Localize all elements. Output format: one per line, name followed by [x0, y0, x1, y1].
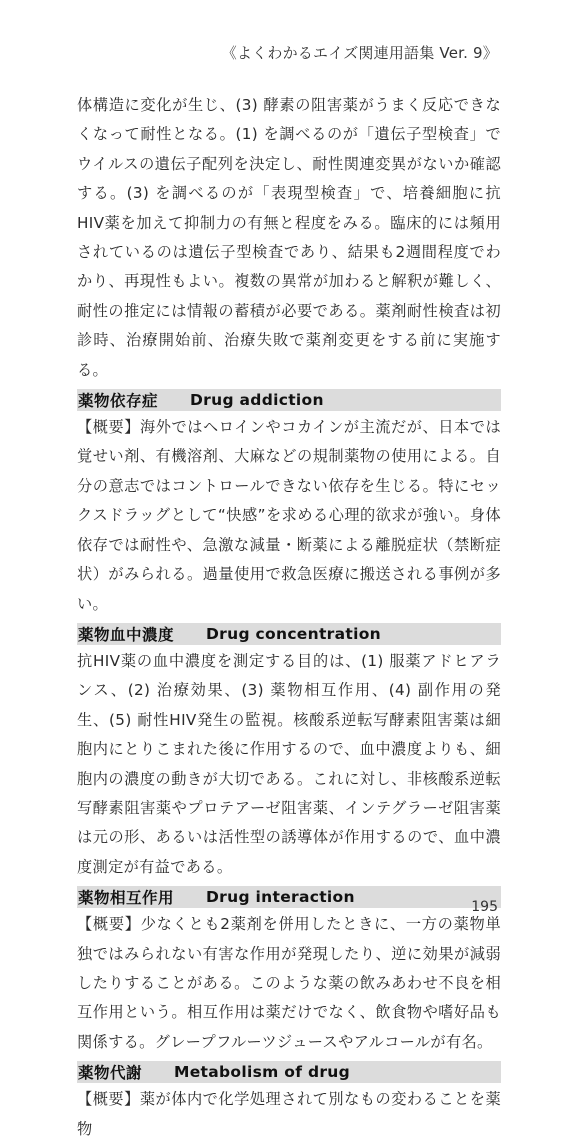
term-heading-drug-interaction — [77, 886, 501, 908]
term-heading-drug-concentration — [77, 623, 501, 645]
term-body-drug-concentration: 抗HIV薬の血中濃度を測定する目的は、(1) 服薬アドヒアランス、(2) 治療効果、(3) 薬物相互作用、(4) 副作用の発生、(5) 耐性HIV発生の監視。核酸系逆転写酵素阻害薬は細胞内にとりこまれた後に作用するので、血中濃度よりも、細胞内の濃度の動きが大切である。これに対し、非核酸系逆転写酵素阻害薬やプロテアーゼ阻害薬、インテグラーゼ阻害薬は元の形、あるいは活性型の誘導体が作用するので、血中濃度測定が有益である。 — [77, 651, 501, 876]
term-english: Drug concentration — [206, 624, 381, 643]
term-heading-drug-addiction — [77, 389, 501, 411]
term-body-drug-metabolism: 【概要】薬が体内で化学処理されて別なもの変わることを薬物 — [77, 1090, 501, 1138]
term-body-drug-addiction: 【概要】海外ではヘロインやコカインが主流だが、日本では覚せい剤、有機溶剤、大麻などの規制薬物の使用による。自分の意志ではコントロールできない依存を生じる。特にセックスドラッグとして“快感”を求める心理的欲求が強い。身体依存では耐性や、急激な減量・断薬による離脱症状（禁断症状）がみられる。過量使用で救急医療に搬送される事例が多い。 — [77, 418, 501, 613]
term-japanese: 薬物依存症 — [78, 392, 159, 411]
term-english: Metabolism of drug — [174, 1063, 351, 1082]
term-english: Drug interaction — [206, 888, 355, 907]
term-japanese: 薬物血中濃度 — [78, 625, 175, 644]
term-heading-drug-metabolism — [77, 1061, 501, 1083]
term-japanese: 薬物相互作用 — [78, 889, 175, 908]
page-content — [77, 91, 501, 1144]
running-header: 《よくわかるエイズ関連用語集 Ver. 9》 — [221, 44, 498, 62]
term-english: Drug addiction — [190, 391, 324, 410]
term-body-drug-interaction: 【概要】少なくとも2薬剤を併用したときに、一方の薬物単独ではみられない有害な作用が発現したり、逆に効果が減弱したりすることがある。このような薬の飲みあわせ不良を相互作用という。相互作用は薬だけでなく、飲食物や嗜好品も関係する。グレープフルーツジュースやアルコールが有名。 — [77, 915, 501, 1051]
page-number: 195 — [471, 899, 498, 915]
term-japanese: 薬物代謝 — [78, 1064, 143, 1083]
intro-paragraph: 体構造に変化が生じ、(3) 酵素の阻害薬がうまく反応できなくなって耐性となる。(1) を調べるのが「遺伝子型検査」でウイルスの遺伝子配列を決定し、耐性関連変異がないか確認する。(3) を調べるのが「表現型検査」で、培養細胞に抗HIV薬を加えて抑制力の有無と程度をみる。臨床的には頻用されているのは遺伝子型検査であり、結果も2週間程度でわかり、再現性もよい。複数の異常が加わると解釈が難しく、耐性の推定には情報の蓄積が必要である。薬剤耐性検査は初診時、治療開始前、治療失敗で薬剤変更をする前に実施する。 — [77, 96, 501, 379]
